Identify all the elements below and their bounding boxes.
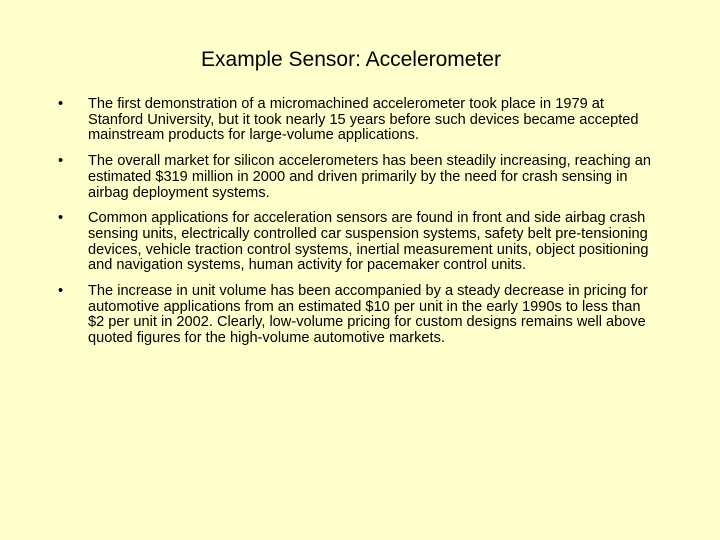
- bullet-list: [58, 97, 658, 357]
- bullet-item: [58, 284, 658, 347]
- bullet-icon: •: [58, 96, 64, 112]
- bullet-icon: •: [58, 283, 64, 300]
- bullet-text: The first demonstration of a micromachined accelerometer took place in 1979 at Stanford University, but it took nearly 15 years before such devices became accepted mainstream products for large-volume applications.: [88, 96, 639, 144]
- bullet-text: The overall market for silicon accelerometers has been steadily increasing, reaching an estimated $319 million in 2000 and driven primarily by the need for crash sensing in airbag deployment systems.: [88, 153, 651, 201]
- bullet-item: [58, 211, 658, 274]
- bullet-text: Common applications for acceleration sensors are found in front and side airbag crash sensing units, electrically controlled car suspension systems, safety belt pre-tensioning devices, vehicle traction control systems, inertial measurement units, object positioning and navigation systems, human activity for pacemaker control units.: [88, 210, 649, 274]
- bullet-item: [58, 97, 658, 144]
- bullet-text: The increase in unit volume has been accompanied by a steady decrease in pricing for automotive applications from an estimated $10 per unit in the early 1990s to less than $2 per unit in 2002. Clearly, low-volume pricing for custom designs remains well above quoted figures for the high-volume automotive markets.: [88, 283, 648, 347]
- bullet-item: [58, 154, 658, 201]
- slide-title: Example Sensor: Accelerometer: [201, 48, 501, 71]
- bullet-icon: •: [58, 153, 64, 170]
- bullet-icon: •: [58, 210, 64, 227]
